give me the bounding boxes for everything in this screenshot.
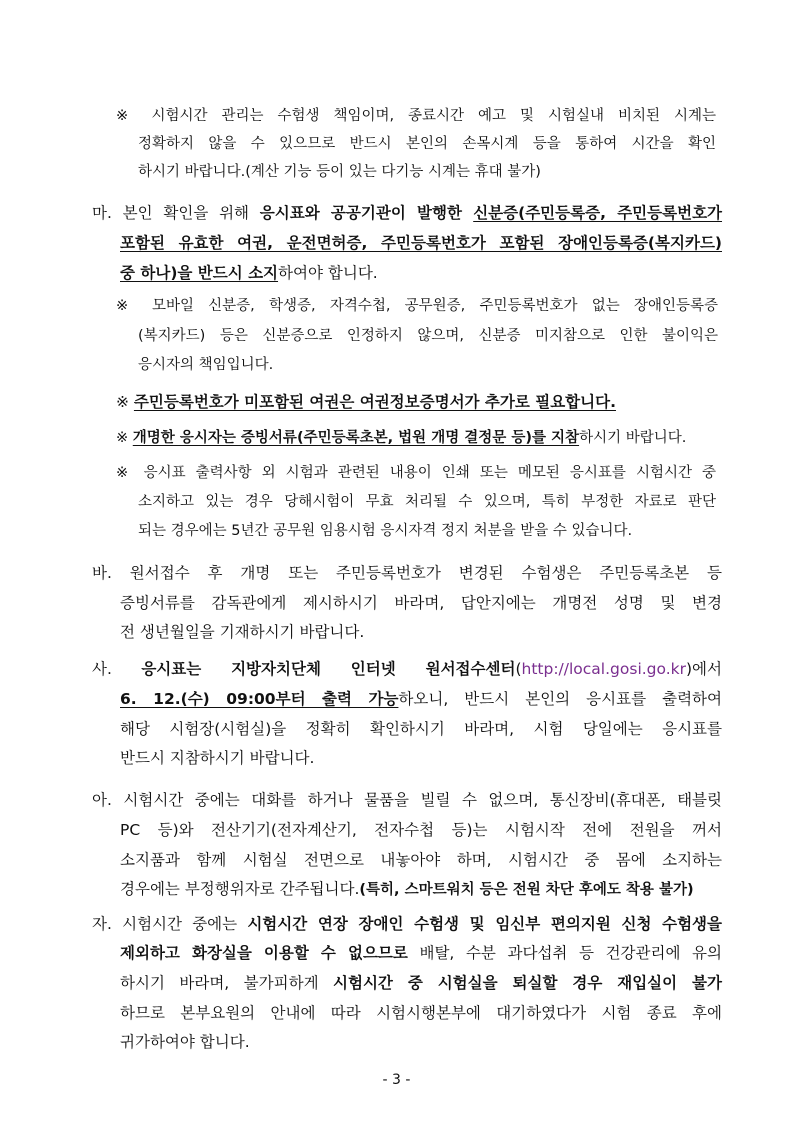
item-ja-line3-pre: 하시기 바라며, 불가피하게 — [120, 974, 333, 992]
item-sa-prefix: 사. — [92, 660, 142, 678]
item-ja-prefix: 자. 시험시간 중에는 — [92, 915, 248, 933]
item-ja-line5: 귀가하여야 합니다. — [120, 1033, 250, 1051]
item-ja-line1 — [92, 914, 722, 934]
item-sa-line4: 반드시 지참하시기 바랍니다. — [120, 749, 315, 767]
page-number: - 3 - — [382, 1072, 411, 1088]
item-ma-note1-line2: (복지카드) 등은 신분증으로 인정하지 않으며, 신분증 미지참으로 인한 불이익은 — [138, 328, 718, 344]
item-ma-note4-line2: 소지하고 있는 경우 당해시험이 무효 처리될 수 있으며, 특히 부정한 자료로 판단 — [138, 494, 716, 510]
item-ma-note3-rest: 하시기 바랍니다. — [579, 430, 687, 446]
gosi-link[interactable]: http://local.gosi.go.kr — [521, 660, 686, 678]
item-ma-line3-rest: 하여야 합니다. — [278, 264, 378, 282]
item-sa-bold: 응시표는 지방자치단체 인터넷 원서접수센터 — [141, 660, 516, 678]
item-ma-note4-line1: ※ 응시표 출력사항 외 시험과 관련된 내용이 인쇄 또는 메모된 응시표를 시험시간 중 — [116, 465, 716, 481]
item-sa-line1 — [92, 659, 722, 679]
item-a-line2: PC 등)와 전산기기(전자계산기, 전자수첩 등)는 시험시작 전에 전원을 꺼서 — [120, 821, 722, 839]
item-sa-line3: 해당 시험장(시험실)을 정확히 확인하시기 바라며, 시험 당일에는 응시표를 — [120, 720, 722, 738]
item-ja-bold1: 시험시간 연장 장애인 수험생 및 임신부 편의지원 신청 수험생을 — [247, 915, 722, 933]
item-sa-line2-rest: 하오니, 반드시 본인의 응시표를 출력하여 — [398, 690, 722, 708]
item-ma-prefix: 마. 본인 확인을 위해 — [92, 204, 260, 222]
item-a-line1: 아. 시험시간 중에는 대화를 하거나 물품을 빌릴 수 없으며, 통신장비(휴대폰, 태블릿 — [92, 791, 722, 809]
item-ja-line2 — [120, 943, 722, 963]
item-ba-line1: 바. 원서접수 후 개명 또는 주민등록번호가 변경된 수험생은 주민등록초본 등 — [92, 564, 722, 582]
item-ba-line3: 전 생년월일을 기재하시기 바랍니다. — [120, 623, 365, 641]
item-ma-line1 — [92, 203, 722, 223]
item-ja-line4: 하므로 본부요원의 안내에 따라 시험시행본부에 대기하였다가 시험 종료 후에 — [120, 1004, 722, 1022]
item-a-line4 — [120, 879, 694, 900]
item-sa-line2 — [120, 689, 722, 709]
item-ma-note2-text: 주민등록번호가 미포함된 여권은 여권정보증명서가 추가로 필요합니다. — [133, 393, 616, 411]
item-ma-bold: 응시표와 공공기관이 발행한 — [259, 204, 474, 222]
item-ba-line2: 증빙서류를 감독관에게 제시하시기 바라며, 답안지에는 개명전 성명 및 변경 — [120, 594, 722, 612]
item-a-line3: 소지품과 함께 시험실 전면으로 내놓아야 하며, 시험시간 중 몸에 소지하는 — [120, 851, 722, 869]
item-ja-line2-rest: 배탈, 수분 과다섭취 등 건강관리에 유의 — [407, 944, 723, 962]
item-ma-bold-underlined: 신분증(주민등록증, 주민등록번호가 — [473, 204, 723, 222]
item-ja-line3 — [120, 973, 722, 993]
note-mark: ※ — [116, 430, 133, 446]
note-time-management-line1: ※ 시험시간 관리는 수험생 책임이며, 종료시간 예고 및 시험실내 비치된 시계는 — [116, 108, 716, 124]
note-time-management-line2: 정확하지 않을 수 있으므로 반드시 본인의 손목시계 등을 통하여 시간을 확인 — [138, 136, 716, 152]
item-ma-line2: 포함된 유효한 여권, 운전면허증, 주민등록번호가 포함된 장애인등록증(복지카드) — [120, 234, 722, 252]
item-ma-id-required: 중 하나)을 반드시 소지 — [120, 264, 279, 282]
item-sa-print-date: 6. 12.(수) 09:00부터 출력 가능 — [120, 690, 399, 708]
item-ma-note3 — [116, 428, 686, 448]
item-ma-note4-line3: 되는 경우에는 5년간 공무원 임용시험 응시자격 정지 처분을 받을 수 있습니다. — [138, 523, 633, 539]
item-sa-paren-open: ( — [515, 660, 522, 678]
item-sa-paren-close: )에서 — [686, 660, 722, 678]
item-ma-note1-line1: ※ 모바일 신분증, 학생증, 자격수첩, 공무원증, 주민등록번호가 없는 장애인등록증 — [116, 298, 718, 314]
item-ma-note1-line3: 응시자의 책임입니다. — [138, 357, 274, 373]
item-ja-bold2: 제외하고 화장실을 이용할 수 없으므로 — [120, 944, 408, 962]
item-a-line4-pre: 경우에는 부정행위자로 간주됩니다. — [120, 880, 360, 898]
item-ma-note3-bold: 개명한 응시자는 증빙서류(주민등록초본, 법원 개명 결정문 등)를 지참 — [132, 430, 580, 446]
item-ja-bold3: 시험시간 중 시험실을 퇴실할 경우 재입실이 불가 — [333, 974, 722, 992]
item-a-smartwatch-note: (특히, 스마트워치 등은 전원 차단 후에도 착용 불가) — [359, 882, 694, 898]
note-time-management-line3: 하시기 바랍니다.(계산 기능 등이 있는 다기능 시계는 휴대 불가) — [138, 164, 541, 180]
item-ma-note2 — [116, 392, 616, 412]
note-mark: ※ — [116, 393, 134, 411]
item-ma-line3 — [120, 263, 378, 283]
